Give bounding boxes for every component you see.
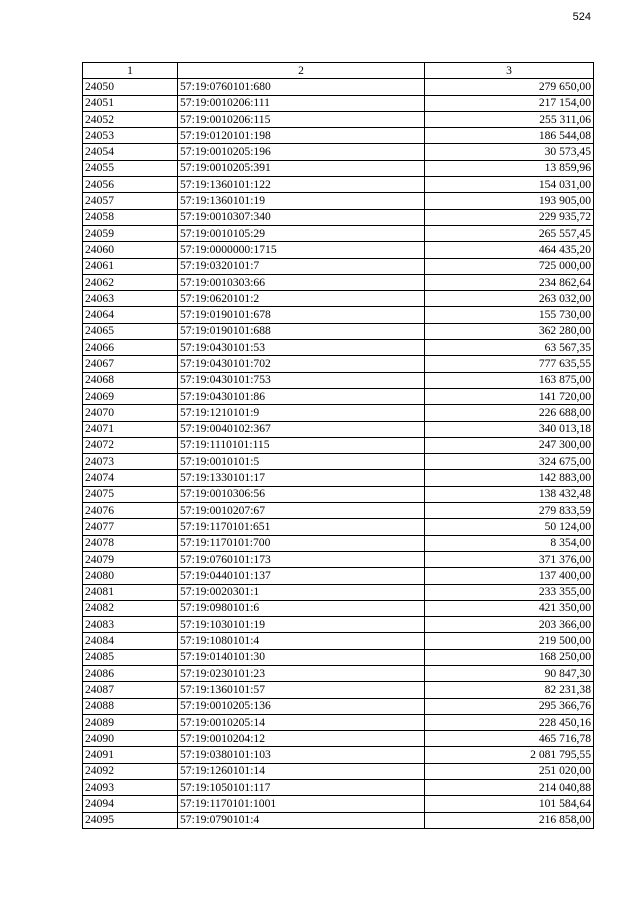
- table-row: [83, 388, 594, 404]
- cadastral-number-cell: 57:19:0430101:86: [178, 388, 425, 404]
- cadastral-number-cell: 57:19:0010101:5: [178, 454, 425, 470]
- row-number-cell: 24071: [83, 421, 178, 437]
- table-row: [83, 372, 594, 388]
- cadastral-number-cell: 57:19:0620101:2: [178, 291, 425, 307]
- cadastral-number-cell: 57:19:0010205:136: [178, 698, 425, 714]
- table-row: [83, 796, 594, 812]
- column-header-1: 1: [83, 63, 178, 79]
- cadastral-number-cell: 57:19:0120101:198: [178, 128, 425, 144]
- column-header-3: 3: [425, 63, 594, 79]
- value-cell: 217 154,00: [425, 95, 594, 111]
- table-row: [83, 682, 594, 698]
- cadastral-number-cell: 57:19:0190101:688: [178, 323, 425, 339]
- value-cell: 219 500,00: [425, 633, 594, 649]
- value-cell: 2 081 795,55: [425, 747, 594, 763]
- table-row: [83, 274, 594, 290]
- cadastral-number-cell: 57:19:1170101:700: [178, 535, 425, 551]
- value-cell: 295 366,76: [425, 698, 594, 714]
- value-cell: 464 435,20: [425, 242, 594, 258]
- table-row: [83, 731, 594, 747]
- row-number-cell: 24072: [83, 437, 178, 453]
- value-cell: 279 650,00: [425, 79, 594, 95]
- table-row: [83, 356, 594, 372]
- cadastral-number-cell: 57:19:0010303:66: [178, 274, 425, 290]
- table-row: [83, 421, 594, 437]
- table-row: [83, 454, 594, 470]
- cadastral-number-cell: 57:19:0010206:111: [178, 95, 425, 111]
- cadastral-number-cell: 57:19:0020301:1: [178, 584, 425, 600]
- cadastral-number-cell: 57:19:0760101:173: [178, 551, 425, 567]
- row-number-cell: 24068: [83, 372, 178, 388]
- table-row: [83, 551, 594, 567]
- row-number-cell: 24092: [83, 763, 178, 779]
- row-number-cell: 24086: [83, 665, 178, 681]
- value-cell: 142 883,00: [425, 470, 594, 486]
- cadastral-number-cell: 57:19:0430101:702: [178, 356, 425, 372]
- table-row: [83, 568, 594, 584]
- row-number-cell: 24056: [83, 177, 178, 193]
- table-row: [83, 535, 594, 551]
- cadastral-number-cell: 57:19:0380101:103: [178, 747, 425, 763]
- value-cell: 725 000,00: [425, 258, 594, 274]
- cadastral-number-cell: 57:19:0760101:680: [178, 79, 425, 95]
- value-cell: 263 032,00: [425, 291, 594, 307]
- cadastral-number-cell: 57:19:0440101:137: [178, 568, 425, 584]
- row-number-cell: 24058: [83, 209, 178, 225]
- table-row: [83, 160, 594, 176]
- cadastral-number-cell: 57:19:1080101:4: [178, 633, 425, 649]
- value-cell: 228 450,16: [425, 714, 594, 730]
- cadastral-number-cell: 57:19:1030101:19: [178, 617, 425, 633]
- value-cell: 229 935,72: [425, 209, 594, 225]
- table-row: [83, 209, 594, 225]
- row-number-cell: 24094: [83, 796, 178, 812]
- row-number-cell: 24059: [83, 225, 178, 241]
- table-row: [83, 177, 594, 193]
- value-cell: 279 833,59: [425, 503, 594, 519]
- row-number-cell: 24070: [83, 405, 178, 421]
- row-number-cell: 24055: [83, 160, 178, 176]
- value-cell: 251 020,00: [425, 763, 594, 779]
- header-row: [83, 63, 594, 79]
- value-cell: 233 355,00: [425, 584, 594, 600]
- value-cell: 247 300,00: [425, 437, 594, 453]
- table-row: [83, 405, 594, 421]
- cadastral-number-cell: 57:19:0000000:1715: [178, 242, 425, 258]
- value-cell: 8 354,00: [425, 535, 594, 551]
- cadastral-number-cell: 57:19:1170101:651: [178, 519, 425, 535]
- cadastral-number-cell: 57:19:0320101:7: [178, 258, 425, 274]
- table-row: [83, 291, 594, 307]
- row-number-cell: 24090: [83, 731, 178, 747]
- row-number-cell: 24057: [83, 193, 178, 209]
- table-row: [83, 617, 594, 633]
- cadastral-number-cell: 57:19:1210101:9: [178, 405, 425, 421]
- value-cell: 255 311,06: [425, 111, 594, 127]
- row-number-cell: 24091: [83, 747, 178, 763]
- value-cell: 777 635,55: [425, 356, 594, 372]
- table-row: [83, 519, 594, 535]
- cadastral-number-cell: 57:19:1330101:17: [178, 470, 425, 486]
- value-cell: 168 250,00: [425, 649, 594, 665]
- value-cell: 340 013,18: [425, 421, 594, 437]
- table-row: [83, 95, 594, 111]
- value-cell: 90 847,30: [425, 665, 594, 681]
- table-row: [83, 323, 594, 339]
- row-number-cell: 24085: [83, 649, 178, 665]
- table-row: [83, 584, 594, 600]
- row-number-cell: 24078: [83, 535, 178, 551]
- row-number-cell: 24073: [83, 454, 178, 470]
- value-cell: 214 040,88: [425, 780, 594, 796]
- value-cell: 154 031,00: [425, 177, 594, 193]
- table-row: [83, 340, 594, 356]
- table-row: [83, 437, 594, 453]
- cadastral-number-cell: 57:19:0190101:678: [178, 307, 425, 323]
- row-number-cell: 24080: [83, 568, 178, 584]
- row-number-cell: 24074: [83, 470, 178, 486]
- table-row: [83, 763, 594, 779]
- table-row: [83, 242, 594, 258]
- value-cell: 465 716,78: [425, 731, 594, 747]
- value-cell: 50 124,00: [425, 519, 594, 535]
- cadastral-number-cell: 57:19:1260101:14: [178, 763, 425, 779]
- value-cell: 13 859,96: [425, 160, 594, 176]
- row-number-cell: 24061: [83, 258, 178, 274]
- cadastral-number-cell: 57:19:0980101:6: [178, 600, 425, 616]
- table-row: [83, 111, 594, 127]
- table-row: [83, 128, 594, 144]
- value-cell: 163 875,00: [425, 372, 594, 388]
- row-number-cell: 24079: [83, 551, 178, 567]
- value-cell: 186 544,08: [425, 128, 594, 144]
- row-number-cell: 24050: [83, 79, 178, 95]
- row-number-cell: 24089: [83, 714, 178, 730]
- row-number-cell: 24088: [83, 698, 178, 714]
- cadastral-number-cell: 57:19:1360101:122: [178, 177, 425, 193]
- value-cell: 203 366,00: [425, 617, 594, 633]
- row-number-cell: 24060: [83, 242, 178, 258]
- row-number-cell: 24053: [83, 128, 178, 144]
- row-number-cell: 24069: [83, 388, 178, 404]
- value-cell: 265 557,45: [425, 225, 594, 241]
- value-cell: 137 400,00: [425, 568, 594, 584]
- table-row: [83, 780, 594, 796]
- cadastral-number-cell: 57:19:0010206:115: [178, 111, 425, 127]
- table-row: [83, 79, 594, 95]
- value-cell: 371 376,00: [425, 551, 594, 567]
- table-row: [83, 144, 594, 160]
- cadastral-number-cell: 57:19:1050101:117: [178, 780, 425, 796]
- row-number-cell: 24064: [83, 307, 178, 323]
- cadastral-number-cell: 57:19:1360101:57: [178, 682, 425, 698]
- table-row: [83, 665, 594, 681]
- table-row: [83, 486, 594, 502]
- row-number-cell: 24083: [83, 617, 178, 633]
- row-number-cell: 24093: [83, 780, 178, 796]
- table-row: [83, 714, 594, 730]
- value-cell: 324 675,00: [425, 454, 594, 470]
- cadastral-number-cell: 57:19:1170101:1001: [178, 796, 425, 812]
- table-row: [83, 747, 594, 763]
- row-number-cell: 24065: [83, 323, 178, 339]
- cadastral-number-cell: 57:19:0010105:29: [178, 225, 425, 241]
- value-cell: 63 567,35: [425, 340, 594, 356]
- cadastral-number-cell: 57:19:1360101:19: [178, 193, 425, 209]
- table-body: [83, 79, 594, 829]
- row-number-cell: 24082: [83, 600, 178, 616]
- row-number-cell: 24095: [83, 812, 178, 828]
- cadastral-number-cell: 57:19:0010204:12: [178, 731, 425, 747]
- value-cell: 216 858,00: [425, 812, 594, 828]
- value-cell: 155 730,00: [425, 307, 594, 323]
- value-cell: 193 905,00: [425, 193, 594, 209]
- cadastral-number-cell: 57:19:0430101:53: [178, 340, 425, 356]
- table-row: [83, 812, 594, 828]
- value-cell: 30 573,45: [425, 144, 594, 160]
- table-row: [83, 649, 594, 665]
- value-cell: 82 231,38: [425, 682, 594, 698]
- value-cell: 141 720,00: [425, 388, 594, 404]
- row-number-cell: 24075: [83, 486, 178, 502]
- cadastral-number-cell: 57:19:0140101:30: [178, 649, 425, 665]
- cadastral-number-cell: 57:19:0430101:753: [178, 372, 425, 388]
- row-number-cell: 24051: [83, 95, 178, 111]
- table-row: [83, 633, 594, 649]
- row-number-cell: 24052: [83, 111, 178, 127]
- row-number-cell: 24077: [83, 519, 178, 535]
- value-cell: 234 862,64: [425, 274, 594, 290]
- row-number-cell: 24062: [83, 274, 178, 290]
- table-row: [83, 225, 594, 241]
- row-number-cell: 24076: [83, 503, 178, 519]
- value-cell: 138 432,48: [425, 486, 594, 502]
- cadastral-number-cell: 57:19:0010205:196: [178, 144, 425, 160]
- value-cell: 362 280,00: [425, 323, 594, 339]
- row-number-cell: 24084: [83, 633, 178, 649]
- cadastral-number-cell: 57:19:0010205:14: [178, 714, 425, 730]
- value-cell: 101 584,64: [425, 796, 594, 812]
- row-number-cell: 24054: [83, 144, 178, 160]
- table-row: [83, 193, 594, 209]
- cadastral-number-cell: 57:19:0010207:67: [178, 503, 425, 519]
- row-number-cell: 24087: [83, 682, 178, 698]
- cadastral-number-cell: 57:19:0790101:4: [178, 812, 425, 828]
- cadastral-number-cell: 57:19:0010306:56: [178, 486, 425, 502]
- data-table: [82, 62, 594, 829]
- page-number: 524: [572, 11, 591, 23]
- table-row: [83, 698, 594, 714]
- table-row: [83, 307, 594, 323]
- cadastral-number-cell: 57:19:0010205:391: [178, 160, 425, 176]
- column-header-2: 2: [178, 63, 425, 79]
- row-number-cell: 24063: [83, 291, 178, 307]
- table-row: [83, 470, 594, 486]
- cadastral-number-cell: 57:19:0040102:367: [178, 421, 425, 437]
- cadastral-number-cell: 57:19:1110101:115: [178, 437, 425, 453]
- table-row: [83, 258, 594, 274]
- cadastral-number-cell: 57:19:0230101:23: [178, 665, 425, 681]
- table-row: [83, 503, 594, 519]
- row-number-cell: 24067: [83, 356, 178, 372]
- row-number-cell: 24066: [83, 340, 178, 356]
- row-number-cell: 24081: [83, 584, 178, 600]
- value-cell: 421 350,00: [425, 600, 594, 616]
- cadastral-number-cell: 57:19:0010307:340: [178, 209, 425, 225]
- value-cell: 226 688,00: [425, 405, 594, 421]
- table-row: [83, 600, 594, 616]
